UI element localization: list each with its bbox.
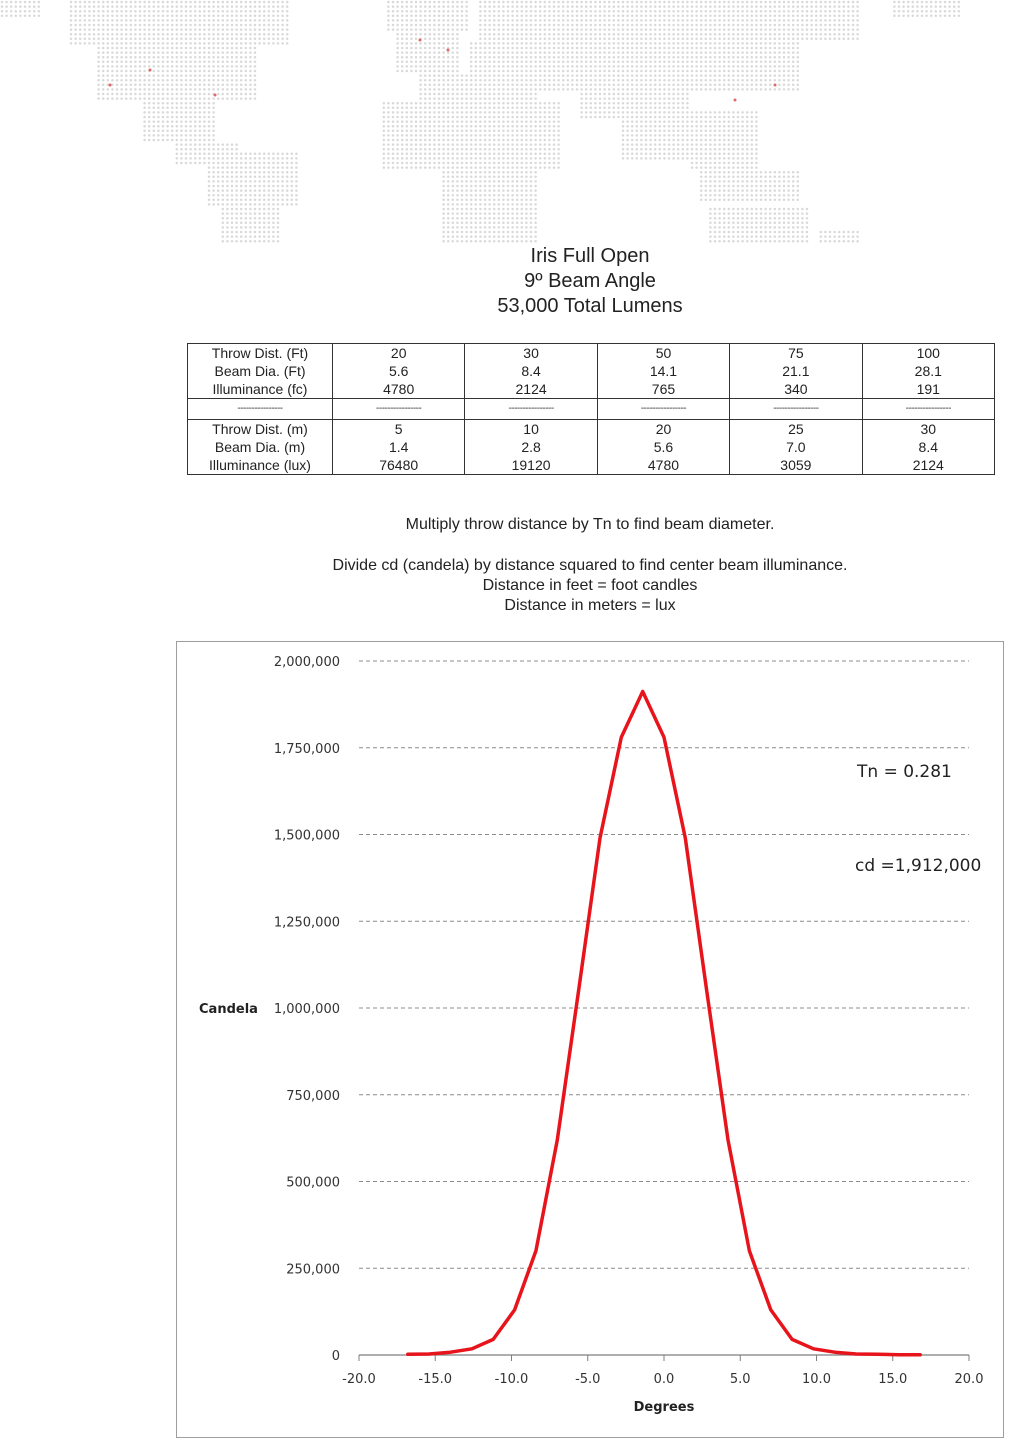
separator-row: [188, 399, 995, 420]
photometric-table: [187, 343, 995, 475]
x-tick-label: 10.0: [802, 1372, 831, 1387]
note-line: Divide cd (candela) by distance squared to find center beam illuminance.: [332, 557, 848, 574]
y-tick-label: 1,750,000: [273, 741, 340, 757]
table-cell: 5: [333, 420, 465, 439]
table-cell: 28.1: [862, 362, 994, 380]
table-row: [188, 420, 995, 439]
row-label: Throw Dist. (Ft): [188, 344, 333, 363]
table-cell: 14.1: [597, 362, 729, 380]
x-tick-label: 20.0: [954, 1372, 984, 1387]
table-cell: 76480: [333, 456, 465, 475]
table-row: [188, 438, 995, 456]
table-cell: 75: [730, 344, 862, 363]
separator-cell: ----------------: [188, 399, 333, 420]
table-cell: 7.0: [730, 438, 862, 456]
title-beam-angle: 9º Beam Angle: [524, 270, 656, 292]
table-cell: 8.4: [862, 438, 994, 456]
chart-plot-area: [177, 642, 1003, 1437]
note-beam-diameter: Multiply throw distance by Tn to find beam diameter.: [405, 516, 775, 533]
table-cell: 100: [862, 344, 994, 363]
table-cell: 19120: [465, 456, 597, 475]
note-line: Distance in feet = foot candles: [482, 577, 698, 594]
table-cell: 191: [862, 380, 994, 399]
table-cell: 340: [730, 380, 862, 399]
row-label: Illuminance (lux): [188, 456, 333, 475]
table-row: [188, 362, 995, 380]
y-tick-label: 250,000: [286, 1262, 340, 1278]
annotation-tn: Tn = 0.281: [857, 762, 952, 782]
table-cell: 20: [333, 344, 465, 363]
table-cell: 25: [730, 420, 862, 439]
row-label: Throw Dist. (m): [188, 420, 333, 439]
separator-cell: ----------------: [597, 399, 729, 420]
title-block: [390, 244, 790, 319]
candela-chart: [176, 641, 1004, 1438]
y-tick-label: 1,500,000: [273, 828, 340, 844]
separator-cell: ----------------: [862, 399, 994, 420]
row-label: Beam Dia. (m): [188, 438, 333, 456]
table-cell: 5.6: [333, 362, 465, 380]
table-cell: 4780: [597, 456, 729, 475]
y-tick-label: 1,250,000: [273, 915, 340, 931]
x-tick-label: -5.0: [575, 1372, 601, 1387]
table-cell: 765: [597, 380, 729, 399]
separator-cell: ----------------: [465, 399, 597, 420]
title-lumens: 53,000 Total Lumens: [497, 295, 683, 317]
table-cell: 4780: [333, 380, 465, 399]
table-cell: 30: [465, 344, 597, 363]
table-cell: 2124: [465, 380, 597, 399]
y-tick-label: 1,000,000: [273, 1002, 340, 1017]
title-iris: Iris Full Open: [530, 245, 650, 267]
row-label: Illuminance (fc): [188, 380, 333, 399]
x-tick-label: 0.0: [653, 1372, 675, 1387]
x-axis-title: Degrees: [633, 1400, 695, 1415]
table-cell: 2.8: [465, 438, 597, 456]
world-map-graphic: [0, 0, 1012, 250]
table-row: [188, 344, 995, 363]
annotation-cd: cd =1,912,000: [855, 856, 982, 876]
x-tick-label: -10.0: [494, 1372, 529, 1387]
separator-cell: ----------------: [333, 399, 465, 420]
separator-cell: ----------------: [730, 399, 862, 420]
table-cell: 8.4: [465, 362, 597, 380]
table-cell: 30: [862, 420, 994, 439]
y-axis-title: Candela: [199, 1002, 258, 1017]
x-tick-label: 5.0: [729, 1372, 751, 1387]
y-tick-label: 500,000: [286, 1175, 340, 1191]
note-line: Distance in meters = lux: [504, 597, 676, 614]
table-cell: 1.4: [333, 438, 465, 456]
table-cell: 5.6: [597, 438, 729, 456]
x-tick-label: -20.0: [342, 1372, 376, 1387]
note-illuminance: [190, 556, 990, 616]
candela-series-line: [408, 692, 920, 1355]
y-tick-label: 0: [331, 1349, 340, 1364]
row-label: Beam Dia. (Ft): [188, 362, 333, 380]
y-tick-label: 2,000,000: [273, 655, 340, 670]
table-cell: 3059: [730, 456, 862, 475]
table-cell: 2124: [862, 456, 994, 475]
y-tick-label: 750,000: [286, 1088, 340, 1104]
table-cell: 21.1: [730, 362, 862, 380]
table-row: [188, 380, 995, 399]
table-cell: 10: [465, 420, 597, 439]
table-cell: 20: [597, 420, 729, 439]
table-cell: 50: [597, 344, 729, 363]
x-tick-label: 15.0: [878, 1372, 908, 1387]
table-row: [188, 456, 995, 475]
x-tick-label: -15.0: [418, 1372, 453, 1387]
